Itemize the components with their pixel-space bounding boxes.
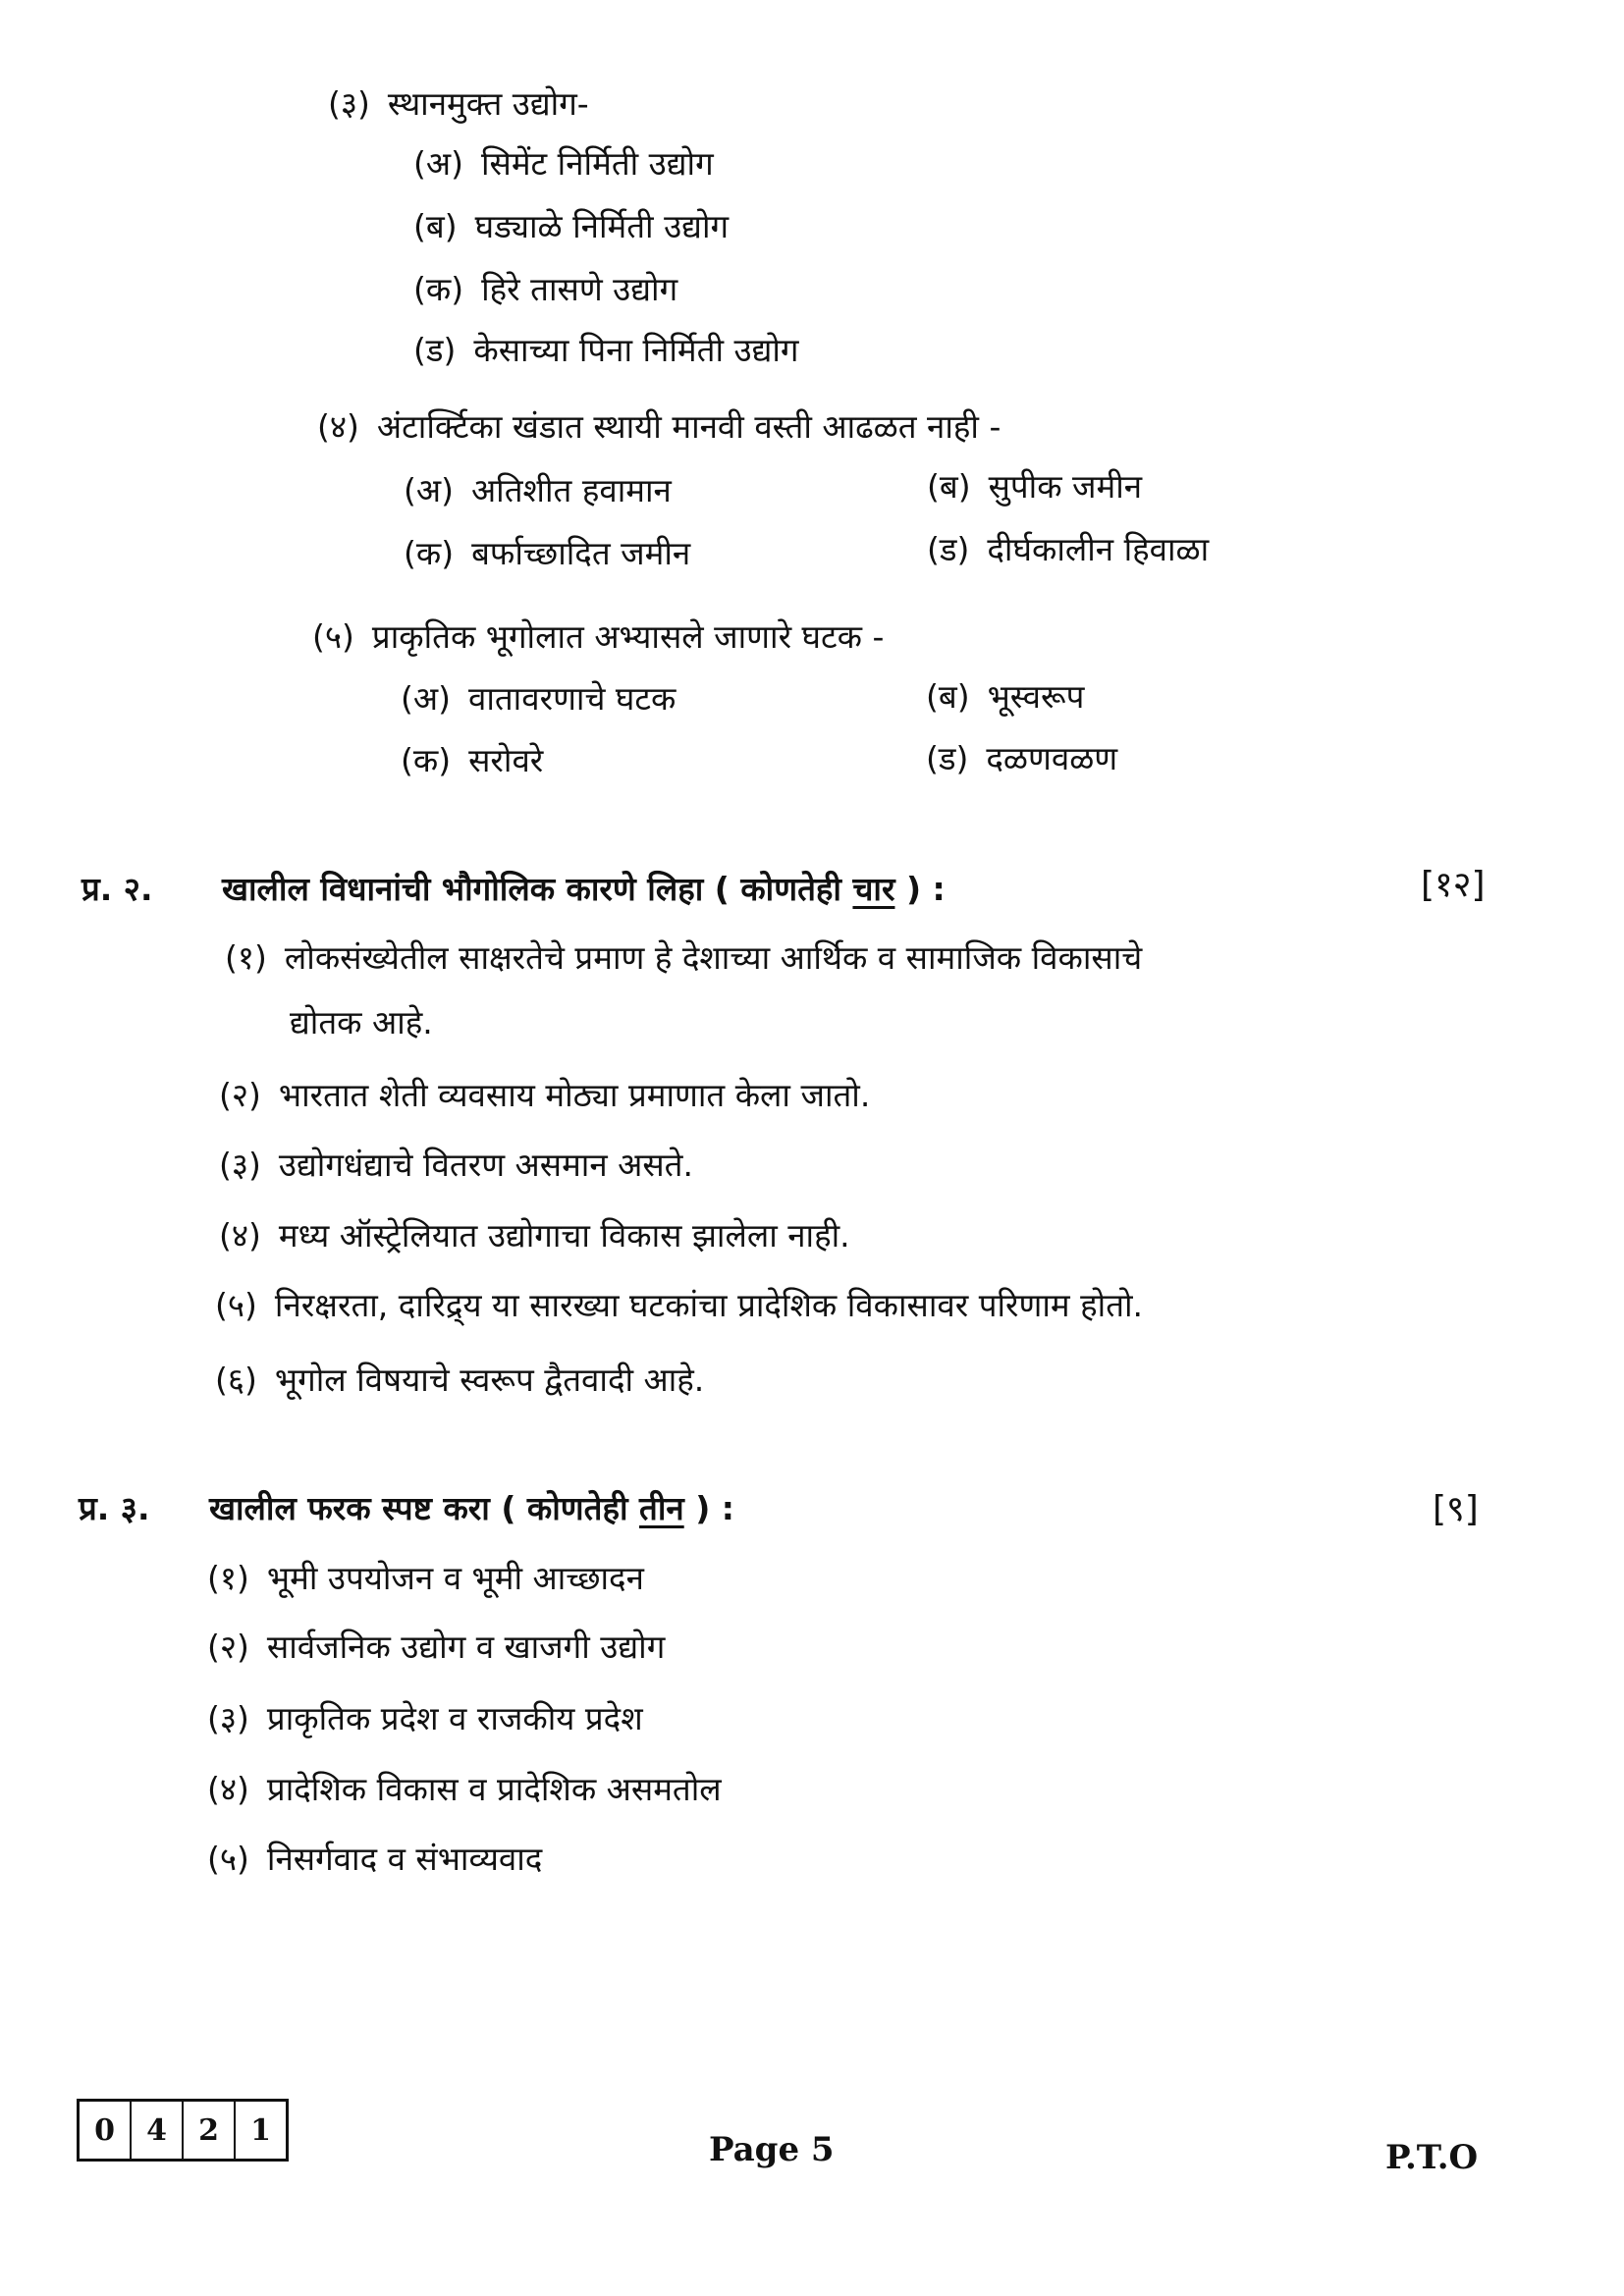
option-label: (अ)	[413, 144, 463, 183]
q1-item-4-text: अंटार्क्टिका खंडात स्थायी मानवी वस्ती आढळत नाही -	[376, 407, 1001, 446]
item-number: (४)	[207, 1770, 249, 1808]
q3-marks: [९]	[1433, 1489, 1479, 1529]
option-text: दळणवळण	[986, 739, 1118, 777]
q1-item-3-option-c	[413, 268, 677, 311]
option-text: सिमेंट निर्मिती उद्योग	[480, 144, 714, 183]
q2-item-4	[219, 1214, 850, 1257]
q3-number: प्र. ३.	[79, 1489, 150, 1527]
q3-item-3	[207, 1697, 643, 1740]
q1-item-5-number: (५)	[312, 617, 354, 656]
item-text: निसर्गवाद व संभाव्यवाद	[266, 1840, 543, 1878]
option-label: (अ)	[401, 679, 451, 718]
q2-heading	[222, 868, 946, 911]
q3-item-2	[207, 1626, 665, 1669]
item-number: (१)	[225, 938, 267, 977]
q1-item-3-option-d	[413, 329, 798, 372]
item-number: (४)	[219, 1216, 261, 1255]
q1-item-4-option-c	[404, 532, 690, 575]
option-text: केसाच्या पिना निर्मिती उद्योग	[473, 331, 799, 369]
option-label: (क)	[401, 741, 452, 779]
q2-item-1-continuation: द्योतक आहे.	[290, 1003, 433, 1041]
q1-item-3	[328, 82, 589, 126]
q3-heading-count: तीन	[639, 1489, 684, 1527]
q2-heading-count: चार	[852, 870, 895, 908]
q2-item-1	[225, 936, 1142, 980]
item-text: भूमी उपयोजन व भूमी आच्छादन	[266, 1559, 644, 1597]
item-text: भूगोल विषयाचे स्वरूप द्वैतवादी आहे.	[274, 1361, 705, 1399]
item-number: (१)	[207, 1559, 249, 1597]
option-text: वातावरणाचे घटक	[467, 679, 677, 718]
item-text: उद्योगधंद्याचे वितरण असमान असते.	[278, 1146, 693, 1184]
option-text: अतिशीत हवामान	[470, 471, 672, 509]
paper-code-digit: 2	[184, 2102, 236, 2159]
q2-item-6	[215, 1359, 704, 1402]
option-label: (क)	[413, 270, 464, 308]
item-text: मध्य ऑस्ट्रेलियात उद्योगाचा विकास झालेला नाही.	[278, 1216, 850, 1255]
option-label: (क)	[404, 534, 455, 572]
q1-item-5	[312, 615, 884, 659]
q1-item-5-option-a	[401, 677, 676, 721]
q2-item-2	[219, 1074, 870, 1117]
item-number: (५)	[207, 1840, 249, 1878]
option-text: बर्फाच्छादित जमीन	[471, 534, 691, 572]
option-text: दीर्घकालीन हिवाळा	[987, 530, 1210, 568]
option-label: (ब)	[926, 677, 970, 716]
item-number: (५)	[215, 1286, 257, 1324]
q1-item-3-option-a	[413, 142, 714, 186]
option-text: सुपीक जमीन	[988, 467, 1143, 506]
item-number: (६)	[215, 1361, 257, 1399]
q1-item-4-number: (४)	[317, 407, 359, 446]
option-label: (ब)	[413, 207, 458, 245]
option-label: (ड)	[413, 331, 457, 369]
q1-item-5-option-c	[401, 739, 543, 782]
item-text: निरक्षरता, दारिद्र्य या सारख्या घटकांचा प्रादेशिक विकासावर परिणाम होतो.	[274, 1286, 1144, 1324]
item-text: लोकसंख्येतील साक्षरतेचे प्रमाण हे देशाच्या आर्थिक व सामाजिक विकासाचे	[284, 938, 1143, 977]
option-label: (ड)	[927, 530, 970, 568]
q3-item-1	[207, 1557, 644, 1600]
q2-heading-end: ) :	[894, 870, 946, 908]
option-label: (ब)	[927, 467, 971, 506]
paper-code-digit: 1	[250, 2112, 271, 2148]
q1-item-3-text: स्थानमुक्त उद्योग-	[387, 84, 589, 123]
q1-item-3-option-b	[413, 205, 729, 248]
item-text: भारतात शेती व्यवसाय मोठ्या प्रमाणात केला जातो.	[278, 1076, 871, 1114]
q3-item-4	[207, 1768, 722, 1811]
item-text: प्रादेशिक विकास व प्रादेशिक असमतोल	[266, 1770, 722, 1808]
q2-item-3	[219, 1144, 693, 1187]
q1-item-5-option-b	[926, 675, 1084, 719]
q1-item-4-option-a	[404, 469, 672, 512]
q3-heading-end: ) :	[683, 1489, 734, 1527]
q3-heading-text: खालील फरक स्पष्ट करा ( कोणतेही	[209, 1489, 640, 1527]
item-number: (२)	[219, 1076, 261, 1114]
q3-heading	[209, 1487, 734, 1530]
item-number: (२)	[207, 1628, 249, 1666]
option-label: (ड)	[926, 739, 969, 777]
q1-item-4-option-b	[927, 465, 1142, 508]
q2-item-5	[215, 1284, 1143, 1327]
q1-item-5-text: प्राकृतिक भूगोलात अभ्यासले जाणारे घटक -	[371, 617, 885, 656]
paper-code-digit: 0	[80, 2102, 132, 2159]
q1-item-4	[317, 405, 1001, 449]
q3-item-5	[207, 1838, 542, 1881]
item-text: प्राकृतिक प्रदेश व राजकीय प्रदेश	[266, 1699, 643, 1737]
paper-code-digit: 4	[132, 2102, 184, 2159]
option-text: भूस्वरूप	[987, 677, 1085, 716]
item-number: (३)	[207, 1699, 249, 1737]
q1-item-3-number: (३)	[328, 84, 370, 123]
q1-item-5-option-d	[926, 737, 1117, 780]
q2-number: प्र. २.	[81, 870, 153, 908]
pto-label: P.T.O	[1385, 2138, 1479, 2177]
page-number: Page 5	[709, 2130, 835, 2169]
item-number: (३)	[219, 1146, 261, 1184]
option-text: हिरे तासणे उद्योग	[481, 270, 678, 308]
item-text: सार्वजनिक उद्योग व खाजगी उद्योग	[266, 1628, 666, 1666]
option-text: सरोवरे	[468, 741, 544, 779]
q1-item-4-option-d	[927, 528, 1209, 571]
option-label: (अ)	[404, 471, 454, 509]
q2-heading-text: खालील विधानांची भौगोलिक कारणे लिहा ( कोणतेही	[222, 870, 853, 908]
q2-marks: [१२]	[1421, 865, 1486, 905]
paper-code-box	[77, 2099, 289, 2162]
option-text: घड्याळे निर्मिती उद्योग	[474, 207, 730, 245]
